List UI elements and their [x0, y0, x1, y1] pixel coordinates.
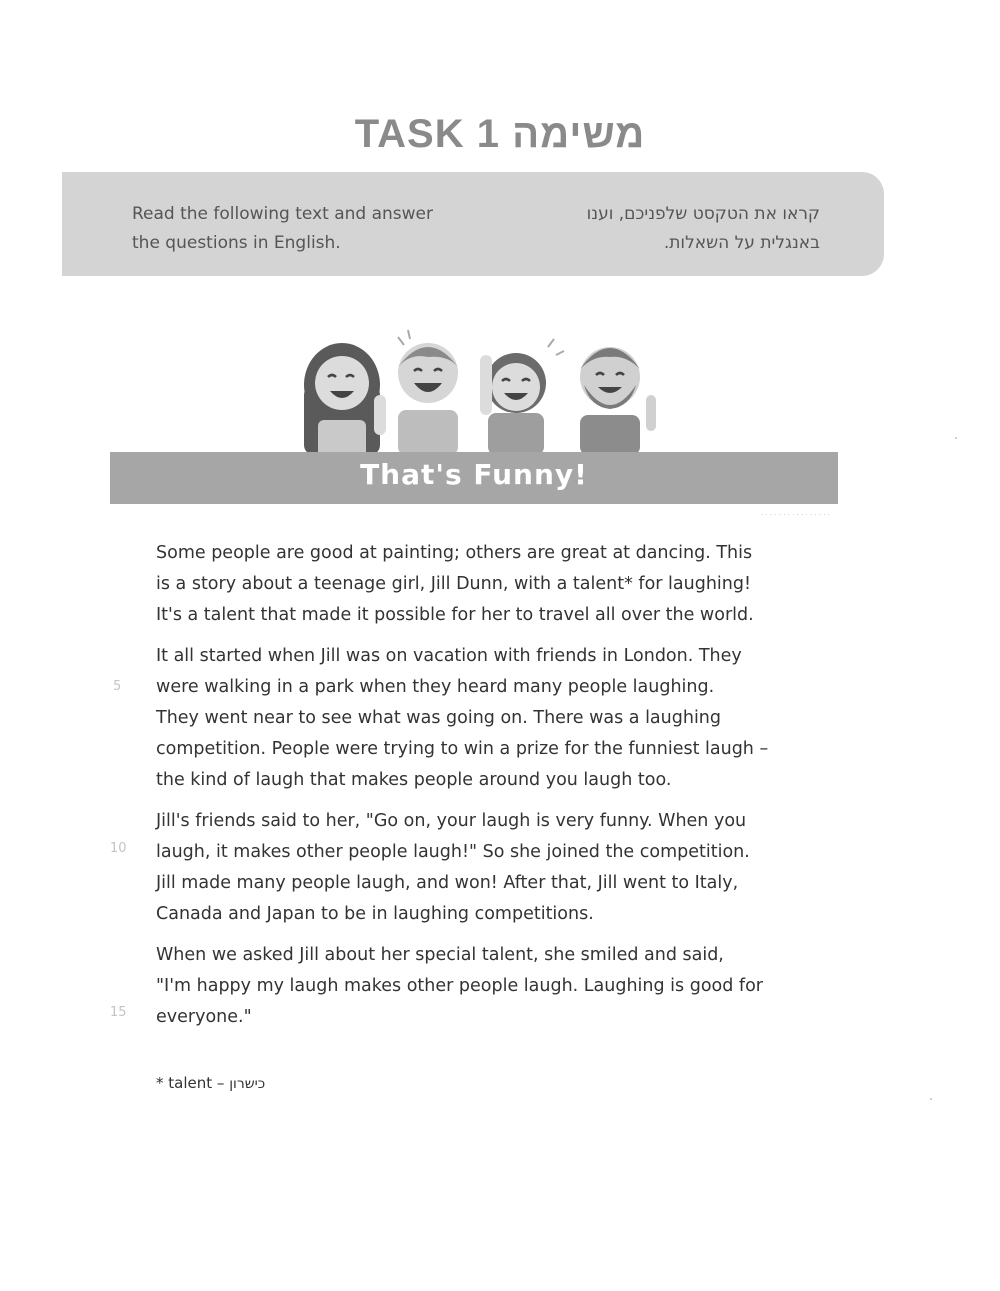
- instructions-english: [132, 200, 472, 258]
- story-line: Jill's friends said to her, "Go on, your laugh is very funny. When you: [156, 811, 747, 831]
- footnote-term: * talent –: [156, 1074, 225, 1092]
- laughing-people-illustration: [290, 325, 670, 455]
- instructions-english-line: the questions in English.: [132, 233, 341, 253]
- story-paragraph: [156, 641, 846, 796]
- story-paragraph: [156, 940, 846, 1033]
- scan-speck: [930, 1098, 932, 1100]
- story-line: They went near to see what was going on. There was a laughing: [156, 708, 722, 728]
- laughing-woman-icon: [304, 343, 386, 455]
- story-line: Some people are good at painting; others are great at dancing. This: [156, 543, 753, 563]
- story-line: the kind of laugh that makes people around you laugh too.: [156, 770, 672, 790]
- story-text: [156, 538, 846, 1043]
- story-line: competition. People were trying to win a prize for the funniest laugh –: [156, 739, 769, 759]
- scan-speck: [955, 437, 957, 439]
- story-title: That's Funny!: [360, 458, 588, 491]
- story-line: were walking in a park when they heard many people laughing.: [156, 677, 715, 697]
- story-line: Canada and Japan to be in laughing competitions.: [156, 904, 594, 924]
- story-line: laugh, it makes other people laugh!" So she joined the competition.: [156, 842, 750, 862]
- task-title: TASK 1 משימה: [354, 112, 646, 156]
- story-paragraph: [156, 806, 846, 930]
- story-line: "I'm happy my laugh makes other people laugh. Laughing is good for: [156, 976, 763, 996]
- line-number-5: 5: [113, 679, 122, 694]
- laughing-bearded-man-icon: [580, 347, 656, 455]
- story-line: It all started when Jill was on vacation with friends in London. They: [156, 646, 742, 666]
- story-line: It's a talent that made it possible for her to travel all over the world.: [156, 605, 754, 625]
- footnote: [156, 1074, 265, 1092]
- laughing-girl-icon: [480, 339, 564, 455]
- image-credit-mark: · · · · · · · · · · · · · · · ·: [761, 511, 830, 519]
- instructions-hebrew-line: באנגלית על השאלות.: [663, 233, 820, 253]
- story-line: everyone.": [156, 1007, 252, 1027]
- instructions-hebrew-line: קראו את הטקסט שלפניכם, וענו: [586, 204, 820, 224]
- story-line: When we asked Jill about her special talent, she smiled and said,: [156, 945, 724, 965]
- story-paragraph: [156, 538, 846, 631]
- instructions-hebrew: [520, 200, 820, 258]
- line-number-10: 10: [110, 841, 127, 856]
- instructions-english-line: Read the following text and answer: [132, 204, 433, 224]
- laughing-boy-icon: [398, 330, 458, 455]
- story-line: is a story about a teenage girl, Jill Dunn, with a talent* for laughing!: [156, 574, 751, 594]
- footnote-translation: כישרון: [229, 1076, 266, 1092]
- line-number-15: 15: [110, 1005, 127, 1020]
- story-line: Jill made many people laugh, and won! After that, Jill went to Italy,: [156, 873, 739, 893]
